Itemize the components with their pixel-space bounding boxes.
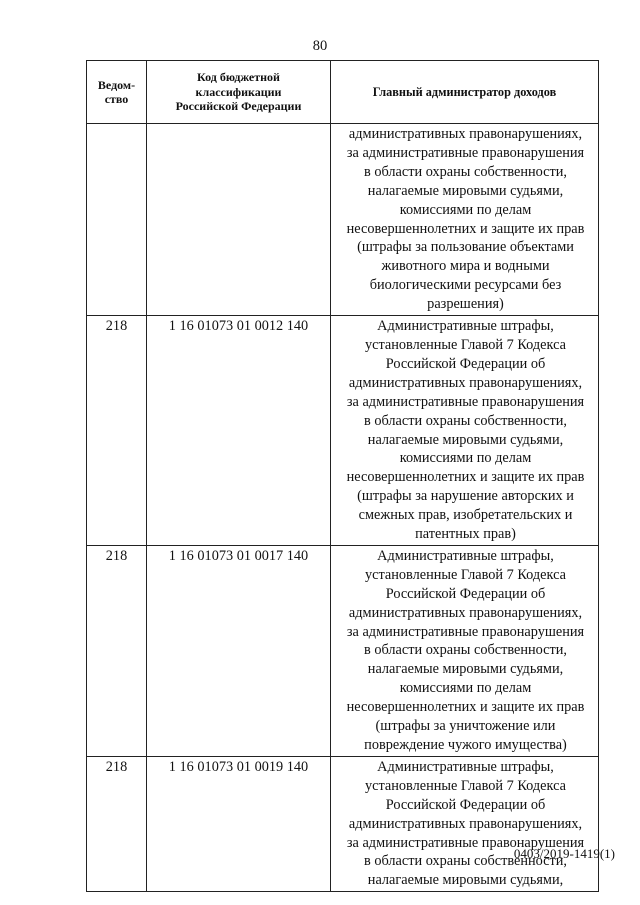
administrator-text-line: комиссиями по делам (399, 201, 532, 218)
administrator-text-line: Российской Федерации об (385, 355, 546, 372)
administrator-text-line: патентных прав) (415, 526, 516, 543)
header-budget-code (147, 61, 331, 124)
header-vedomstvo-line: Ведом- (97, 77, 136, 92)
administrator-text-line: биологическими ресурсами без (369, 277, 562, 294)
header-administrator (331, 61, 599, 124)
administrator-text-line: в области охраны собственности, (364, 412, 567, 429)
administrator-text-line: несовершеннолетних и защите их прав (346, 699, 585, 716)
administrator-text-line: (штрафы за уничтожение или (375, 718, 556, 735)
cell-administrator (331, 756, 599, 891)
page-number: 80 (312, 38, 328, 54)
administrator-text-line: административных правонарушениях, (348, 374, 583, 391)
document-footer-code: 0403/2019-1419(1) (513, 846, 615, 861)
header-administrator-line: Главный администратор доходов (372, 84, 557, 99)
table-row (87, 545, 599, 756)
administrator-text-line: смежных прав, изобретательских и (358, 507, 573, 524)
administrator-text-line: административных правонарушениях, (348, 604, 583, 621)
administrator-text-line: повреждение чужого имущества) (364, 737, 567, 753)
cell-administrator (331, 124, 599, 316)
administrator-text-line: за административные правонарушения (346, 623, 585, 640)
header-vedomstvo (87, 61, 147, 124)
administrator-text-line: комиссиями по делам (399, 450, 532, 467)
cell-administrator (331, 545, 599, 756)
administrator-text-line: Российской Федерации об (385, 585, 546, 602)
table-row (87, 316, 599, 546)
administrator-text-line: Административные штрафы, (377, 547, 554, 564)
administrator-text-line: разрешения) (427, 296, 504, 313)
cell-budget-code: 1 16 01073 01 0017 140 (147, 545, 331, 756)
administrator-text-line: Административные штрафы, (377, 758, 554, 775)
administrator-text-line: животного мира и водными (381, 258, 550, 275)
administrator-text-line: (штрафы за нарушение авторских и (357, 488, 574, 505)
cell-budget-code (147, 124, 331, 316)
cell-budget-code: 1 16 01073 01 0012 140 (147, 316, 331, 546)
header-code-line: Российской Федерации (175, 99, 302, 114)
administrator-text-line: Российской Федерации об (385, 796, 546, 813)
header-code-line: классификации (195, 84, 282, 99)
administrator-text-line: (штрафы за пользование объектами (357, 239, 574, 256)
cell-vedomstvo: 218 (87, 756, 147, 891)
administrator-text-line: за административные правонарушения (346, 393, 585, 410)
administrator-text-line: налагаемые мировыми судьями, (367, 431, 564, 448)
administrator-text-line: административных правонарушениях, (348, 815, 583, 832)
administrator-text-line: налагаемые мировыми судьями, (367, 182, 564, 199)
table-row (87, 124, 599, 316)
cell-vedomstvo (87, 124, 147, 316)
table-row (87, 756, 599, 891)
administrator-text-line: несовершеннолетних и защите их прав (346, 220, 585, 237)
table-body (87, 124, 599, 892)
administrator-text-line: Административные штрафы, (377, 318, 554, 335)
administrator-text-line: в области охраны собственности, (364, 853, 567, 870)
administrator-text-line: в области охраны собственности, (364, 642, 567, 659)
administrator-text-line: налагаемые мировыми судьями, (367, 872, 564, 889)
header-vedomstvo-line: ство (104, 92, 129, 106)
administrator-text-line: налагаемые мировыми судьями, (367, 661, 564, 678)
administrator-text-line: за административные правонарушения (346, 834, 585, 851)
administrator-text-line: установленные Главой 7 Кодекса (365, 566, 566, 583)
cell-vedomstvo: 218 (87, 545, 147, 756)
administrator-text-line: в области охраны собственности, (364, 163, 567, 180)
table-header-row (87, 61, 599, 124)
administrator-text-line: комиссиями по делам (399, 680, 532, 697)
administrator-text-line: несовершеннолетних и защите их прав (346, 469, 585, 486)
cell-administrator (331, 316, 599, 546)
administrator-text-line: установленные Главой 7 Кодекса (365, 777, 566, 794)
administrator-text-line: административных правонарушениях, (348, 126, 583, 142)
cell-vedomstvo: 218 (87, 316, 147, 546)
budget-classification-table (86, 60, 599, 892)
cell-budget-code: 1 16 01073 01 0019 140 (147, 756, 331, 891)
administrator-text-line: установленные Главой 7 Кодекса (365, 336, 566, 353)
header-code-line: Код бюджетной (197, 70, 280, 85)
administrator-text-line: за административные правонарушения (346, 144, 585, 161)
